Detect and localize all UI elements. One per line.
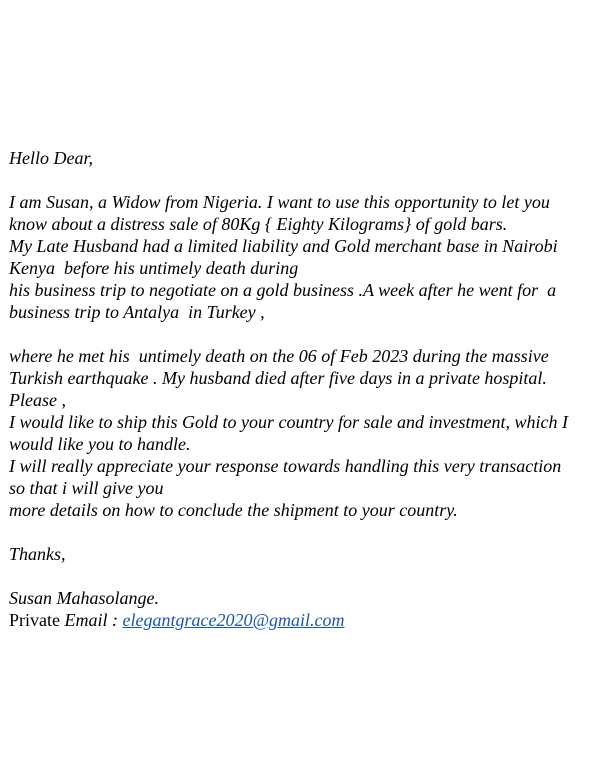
email-link[interactable]: elegantgrace2020@gmail.com <box>122 610 345 630</box>
email-body <box>9 147 595 631</box>
appreciate-line-1: I will really appreciate your response towards handling this very transaction <box>9 456 562 476</box>
greeting: Hello Dear, <box>9 148 93 168</box>
appreciate-line-2: so that i will give you <box>9 478 164 498</box>
husband-line-2: Kenya before his untimely death during <box>9 258 299 278</box>
husband-line-1: My Late Husband had a limited liability and Gold merchant base in Nairobi <box>9 236 558 256</box>
husband-line-4: business trip to Antalya in Turkey , <box>9 302 265 322</box>
death-line-2: Turkish earthquake . My husband died after five days in a private hospital. <box>9 368 547 388</box>
ship-line-2: would like you to handle. <box>9 434 191 454</box>
closing: Thanks, <box>9 544 66 564</box>
blank-line <box>9 169 595 191</box>
intro-line-2: know about a distress sale of 80Kg { Eighty Kilograms} of gold bars. <box>9 214 508 234</box>
appreciate-line-3: more details on how to conclude the shipment to your country. <box>9 500 458 520</box>
death-line-3: Please , <box>9 390 66 410</box>
intro-line-1: I am Susan, a Widow from Nigeria. I want to use this opportunity to let you <box>9 192 550 212</box>
contact-line <box>9 609 595 631</box>
blank-line <box>9 521 595 543</box>
contact-label: Email : <box>64 610 118 630</box>
blank-line <box>9 323 595 345</box>
ship-line-1: I would like to ship this Gold to your country for sale and investment, which I <box>9 412 568 432</box>
blank-line <box>9 565 595 587</box>
death-line-1: where he met his untimely death on the 06 of Feb 2023 during the massive <box>9 346 549 366</box>
signature: Susan Mahasolange. <box>9 588 159 608</box>
contact-prefix: Private <box>9 610 65 630</box>
husband-line-3: his business trip to negotiate on a gold business .A week after he went for a <box>9 280 557 300</box>
